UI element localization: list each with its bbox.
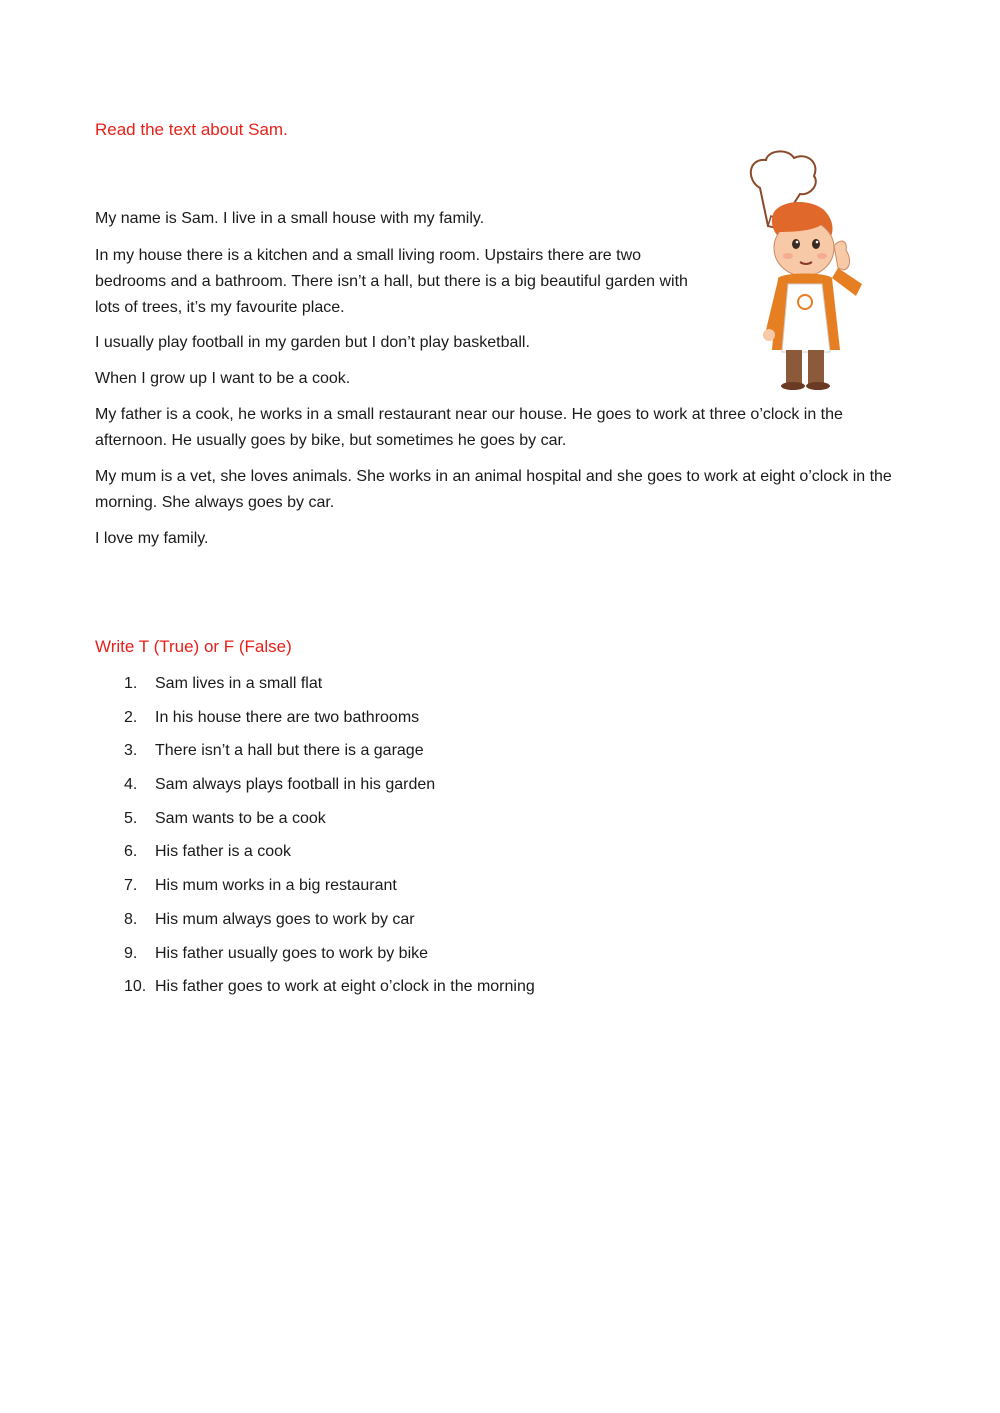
- list-item: [124, 773, 535, 807]
- item-statement: In his house there are two bathrooms: [155, 708, 420, 726]
- item-statement: His mum always goes to work by car: [155, 910, 415, 928]
- list-item: [124, 672, 535, 706]
- reading-paragraph: My mum is a vet, she loves animals. She works in an animal hospital and she goes to work at eight o’clock in the morning. She always goes by car.: [95, 468, 892, 511]
- item-statement: His mum works in a big restaurant: [155, 877, 397, 895]
- item-number: 2.: [124, 708, 138, 726]
- reading-title: Read the text about Sam.: [95, 120, 288, 139]
- item-statement: Sam always plays football in his garden: [155, 776, 436, 794]
- item-statement: His father is a cook: [155, 843, 292, 861]
- item-number: 9.: [124, 944, 138, 962]
- exercise-title: Write T (True) or F (False): [95, 637, 292, 656]
- item-statement: His father goes to work at eight o’clock in the morning: [155, 978, 535, 996]
- reading-paragraph: In my house there is a kitchen and a small living room. Upstairs there are two bedrooms and a bathroom. There isn’t a hall, but there is a big beautiful garden with lots of trees, it’s my favourite place.: [95, 247, 688, 316]
- list-item: [124, 807, 535, 841]
- list-item: [124, 942, 535, 976]
- item-number: 8.: [124, 910, 138, 928]
- list-item: [124, 840, 535, 874]
- item-number: 10.: [124, 978, 147, 996]
- true-false-list: [124, 672, 535, 1009]
- item-number: 6.: [124, 843, 138, 861]
- list-item: [124, 739, 535, 773]
- item-number: 5.: [124, 809, 138, 827]
- list-item: [124, 908, 535, 942]
- item-number: 1.: [124, 675, 138, 692]
- item-number: 4.: [124, 776, 138, 794]
- list-item: [124, 975, 535, 1009]
- list-item: [124, 706, 535, 740]
- item-number: 3.: [124, 742, 138, 760]
- reading-paragraph: I love my family.: [95, 530, 209, 547]
- item-statement: Sam wants to be a cook: [155, 809, 326, 827]
- chef-boy-illustration: [738, 150, 878, 390]
- item-statement: Sam lives in a small flat: [155, 675, 323, 692]
- reading-paragraph: My father is a cook, he works in a small restaurant near our house. He goes to work at three o’clock in the afternoon. He usually goes by bike, but sometimes he goes by car.: [95, 406, 843, 449]
- item-statement: His father usually goes to work by bike: [155, 944, 429, 962]
- list-item: [124, 874, 535, 908]
- reading-paragraph: My name is Sam. I live in a small house with my family.: [95, 210, 485, 227]
- item-statement: There isn’t a hall but there is a garage: [155, 742, 424, 760]
- reading-paragraph: I usually play football in my garden but I don’t play basketball.: [95, 334, 530, 351]
- item-number: 7.: [124, 877, 138, 895]
- reading-paragraph: When I grow up I want to be a cook.: [95, 370, 351, 387]
